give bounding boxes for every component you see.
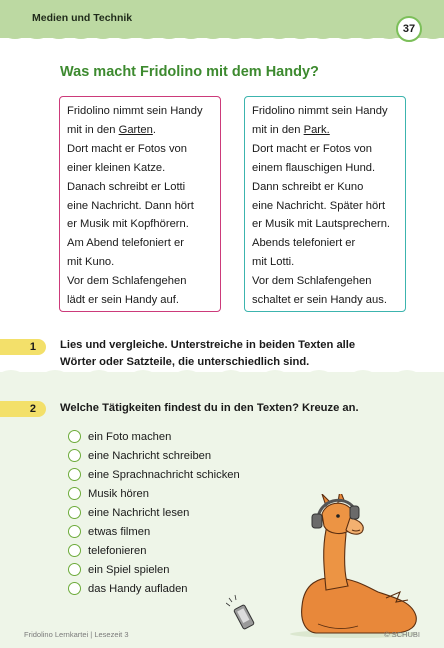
checklist-label: telefonieren [88,544,147,557]
story-line: Dort macht er Fotos von [67,142,187,155]
story-line: einer kleinen Katze. [67,161,166,174]
checkbox-circle[interactable] [68,563,81,576]
task-2-instruction: Welche Tätigkeiten findest du in den Texten? Kreuze an. [60,402,359,414]
footer-copyright: © SCHUBI [384,630,420,639]
checkbox-circle[interactable] [68,449,81,462]
story-line: Fridolino nimmt sein Handy [252,105,388,117]
story-line: mit in den Garten. [67,123,156,136]
checkbox-circle[interactable] [68,544,81,557]
underlined-word: Garten [118,123,153,136]
checklist-label: eine Sprachnachricht schicken [88,468,240,481]
checklist-label: Musik hören [88,487,149,500]
story-line: eine Nachricht. Dann hört [67,199,194,212]
checklist-label: das Handy aufladen [88,582,188,595]
checklist-item[interactable] [68,503,240,522]
checkbox-circle[interactable] [68,487,81,500]
story-line: eine Nachricht. Später hört [252,199,386,212]
footer-series: Fridolino Lernkartei | Lesezeit 3 [24,630,129,639]
band-wave [0,366,444,380]
task-2-number: 2 [0,401,46,417]
story-line: lädt er sein Handy auf. [67,294,179,307]
story-line: er Musik mit Lautsprechern. [252,218,391,231]
checklist-item[interactable] [68,427,240,446]
task-1-number: 1 [0,339,46,355]
story-line: er Musik mit Kopfhörern. [67,218,189,231]
story-line: Vor dem Schlafengehen [67,275,187,288]
story-line: Danach schreibt er Lotti [67,180,186,193]
story-box-b [244,96,406,312]
checklist-item[interactable] [68,465,240,484]
story-line: mit Lotti. [252,256,295,269]
checklist-label: eine Nachricht lesen [88,506,190,519]
story-line: Vor dem Schlafengehen [252,275,372,288]
checkbox-circle[interactable] [68,430,81,443]
underlined-word: Park. [303,123,330,136]
checkbox-circle[interactable] [68,468,81,481]
story-line: Am Abend telefoniert er [67,237,184,250]
smartphone-icon [226,595,254,630]
checkbox-circle[interactable] [68,506,81,519]
section-title: Medien und Technik [32,12,133,24]
story-line: einem flauschigen Hund. [252,161,376,174]
checklist-item[interactable] [68,541,240,560]
story-line: mit in den Park. [252,123,330,136]
story-line: Dort macht er Fotos von [252,142,372,155]
story-line: Dann schreibt er Kuno [252,180,364,193]
story-line: Fridolino nimmt sein Handy [67,105,203,117]
checkbox-circle[interactable] [68,525,81,538]
checklist-item[interactable] [68,446,240,465]
story-box-a [59,96,221,312]
story-line: mit Kuno. [67,256,115,269]
checklist-label: ein Foto machen [88,430,172,443]
checklist-label: etwas filmen [88,525,151,538]
checklist-item[interactable] [68,560,240,579]
checklist-item[interactable] [68,484,240,503]
checklist-label: ein Spiel spielen [88,563,170,576]
checkbox-circle[interactable] [68,582,81,595]
page-title: Was macht Fridolino mit dem Handy? [60,64,319,80]
checklist-label: eine Nachricht schreiben [88,449,212,462]
checklist-item[interactable] [68,522,240,541]
llama-illustration [226,494,436,640]
page-number: 37 [396,16,422,42]
task-1-instruction: Lies und vergleiche. Unterstreiche in beiden Texten alle Wörter oder Satzteile, die unterschiedlich sind. [60,339,356,368]
checklist-item[interactable] [68,579,240,598]
story-line: Abends telefoniert er [252,237,356,250]
story-line: schaltet er sein Handy aus. [252,294,387,307]
activity-checklist [68,427,240,598]
header-wave [0,30,444,44]
